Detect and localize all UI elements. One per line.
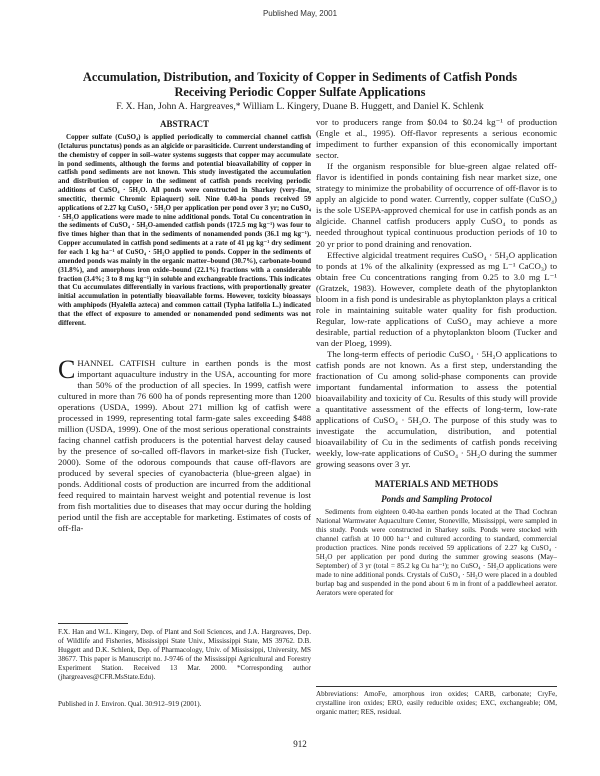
abstract-text: Copper sulfate (CuSO₄) is applied periodically to commercial channel catfish (Ictalurus punctatus) ponds as an algicide or parasiticide. Current understanding of the chemistry of copper in soil–water systems suggests that copper may accumulate in pond sediments, although the forms and potential bioavailability of copper in catfish pond sediments are not known. This study investigated the accumulation and distribution of copper in the sediment of catfish ponds receiving periodic additions of CuSO₄ · 5H₂O. All ponds were constructed in Sharkey (very-fine, smectitic, thermic Chromic Epiaquert) soil. Nine 0.40-ha ponds received 59 applications of 2.27 kg CuSO₄ · 5H₂O per application per pond over 3 yr; no CuSO₄ · 5H₂O applications were made to nine additional ponds. Total Cu concentration in the sediments of CuSO₄ · 5H₂O-amended catfish ponds (172.5 mg kg⁻¹) was four to five times higher than that in the sediments of nonamended ponds (36.1 mg kg⁻¹). Copper accumulated in catfish pond sediments at a rate of 41 μg kg⁻¹ dry sediment for each 1 kg ha⁻¹ of CuSO₄ · 5H₂O applied to ponds. Copper in the sediments of amended ponds was mainly in the organic matter–bound (30.7%), carbonate-bound (31.8%), and amorphous iron oxide–bound (22.1%) fractions with a considerable fraction (3.4%; 3 to 8 mg kg⁻¹) in soluble and exchangeable fractions. This indicates that Cu accumulates differentially in various fractions, with proportionally greater initial accumulation in potentially bioavailable forms. However, toxicity bioassays with amphipods (Hyalella azteca) and common cattail (Typha latifolia L.) indicated that the effect of exposure to amended or nonamended pond sediments was not different.: [58, 133, 311, 327]
footnote-rule: [58, 623, 128, 624]
citation: Published in J. Environ. Qual. 30:912–919 (2001).: [58, 700, 202, 708]
title-line-2: Receiving Periodic Copper Sulfate Applications: [174, 84, 426, 99]
right-paragraph-3: Effective algicidal treatment requires CuSO₄ · 5H₂O application to ponds at 1% of the alkalinity (expressed as mg L⁻¹ CaCO₃) to obtain free Cu concentrations ranging from 0.25 to 3.0 mg L⁻¹ (Gratzek, 1983). However, complete death of the phytoplankton bloom in a fish pond is undesirable as phytoplankton plays a critical role in maintaining suitable water quality for fish production. Regular, low-rate applications of CuSO₄ may achieve a more desirable, partial reduction of a phytoplankton bloom (Tucker and van der Ploeg, 1999).: [316, 249, 557, 348]
right-paragraph-2: If the organism responsible for blue-green algae related off-flavor is identified in ponds containing fish near market size, one strategy to minimize the probability of occurrence of off-flavor is to apply an algicide to pond water. Currently, copper sulfate (CuSO₄) is the sole USEPA-approved chemical for use in catfish ponds as an algicide. Channel catfish producers apply CuSO₄ to ponds as needed throughout typical continuous production periods of 10 to 20 yr prior to pond draining and renovation.: [316, 161, 557, 249]
abstract-heading: ABSTRACT: [159, 119, 209, 129]
right-paragraph-1: vor to producers range from $0.04 to $0.24 kg⁻¹ of production (Engle et al., 1995). Off-flavor represents a serious economic impediment to further expansion of this economically important sector.: [316, 117, 557, 161]
abbreviations-rule: [316, 686, 557, 687]
affiliation-footnote: F.X. Han and W.L. Kingery, Dep. of Plant and Soil Sciences, and J.A. Hargreaves, Dep. of Wildlife and Fisheries, Mississippi State Univ., Mississippi State, MS 39762. D.B. Huggett and D.K. Schlenk, Dep. of Pharmacology, Univ. of Mississippi, University, MS 38677. This paper is Manuscript no. J-9746 of the Mississippi Agricultural and Forestry Experiment Station. Received 13 Mar. 2000. *Corresponding author (jhargreaves@CFR.MsState.Edu).: [58, 628, 311, 682]
intro-paragraph: HANNEL CATFISH culture in earthen ponds is the most important aquaculture industry in the USA, accounting for more than 50% of the production of all species. In 1999, catfish were cultured in more than 76 600 ha of ponds representing more than 1200 operations (USDA, 1999). About 271 million kg of catfish were processed in 1999, representing total farm-gate sales exceeding $488 million (USDA, 1999). One of the most serious operational constraints facing channel catfish producers is the potential harvest delay caused by the presence of so-called off-flavors in market-size fish (Tucker, 2000). Some of the odorous compounds that cause off-flavors are produced by several species of cyanobacteria (blue-green algae) in ponds. Additional costs of production are incurred from the additional feed required to maintain harvest weight and potential revenue is lost from fish mortalities due to diseases that may occur during the holding period until the fish are acceptable for marketing. Estimates of costs of off-fla-: [58, 357, 311, 534]
ponds-sampling-heading: Ponds and Sampling Protocol: [381, 493, 492, 504]
page-number: 912: [293, 739, 307, 749]
introduction: [58, 354, 311, 535]
abbreviations: Abbreviations: AmoFe, amorphous iron oxides; CARB, carbonate; CryFe, crystalline iron oxides; ERO, easily reducible oxides; EXC, exchangeable; OM, organic matter; RES, residual.: [316, 690, 557, 717]
right-paragraph-4: The long-term effects of periodic CuSO₄ · 5H₂O applications to catfish ponds are not known. As a first step, understanding the fractionation of Cu among solid-phase components can provide important fundamental information to assess the potential bioavailability and toxicity of Cu. Results of this study will provide a quantitative assessment of the effects of long-term, low-rate applications of CuSO₄ · 5H₂O. The purpose of this study was to investigate the accumulation, distribution, and potential bioavailability of Cu in the sediments of catfish ponds receiving weekly, low-rate applications of CuSO₄ · 5H₂O during the summer growing seasons over 3 yr.: [316, 348, 557, 470]
right-column: [316, 117, 557, 598]
article-title: [40, 70, 560, 99]
authors: F. X. Han, John A. Hargreaves,* William L. Kingery, Duane B. Huggett, and Daniel K. Schlenk: [116, 101, 484, 112]
published-date: Published May, 2001: [262, 9, 338, 18]
title-line-1: Accumulation, Distribution, and Toxicity of Copper in Sediments of Catfish Ponds: [82, 70, 518, 84]
methods-paragraph: Sediments from eighteen 0.40-ha earthen ponds located at the Thad Cochran National Warmwater Aquaculture Center, Stoneville, Mississippi, were sampled in this study. Ponds were constructed in Sharkey soils. Ponds were stocked with channel catfish at 10 000 ha⁻¹ and cultured according to standard, commercial production practices. Nine ponds received 59 applications of 2.27 kg CuSO₄ · 5H₂O per application per pond during the summer growing seasons (May–September) of 3 yr (total = 85.2 kg Cu ha⁻¹); no CuSO₄ · 5H₂O applications were made to nine additional ponds. Crystals of CuSO₄ · 5H₂O were placed in a doubled burlap bag and suspended in the pond about 6 m in front of a paddlewheel aerator. Aerators were operated for: [316, 507, 557, 598]
drop-cap: C: [58, 354, 76, 384]
materials-methods-heading: MATERIALS AND METHODS: [374, 478, 499, 489]
left-column: [58, 117, 311, 534]
